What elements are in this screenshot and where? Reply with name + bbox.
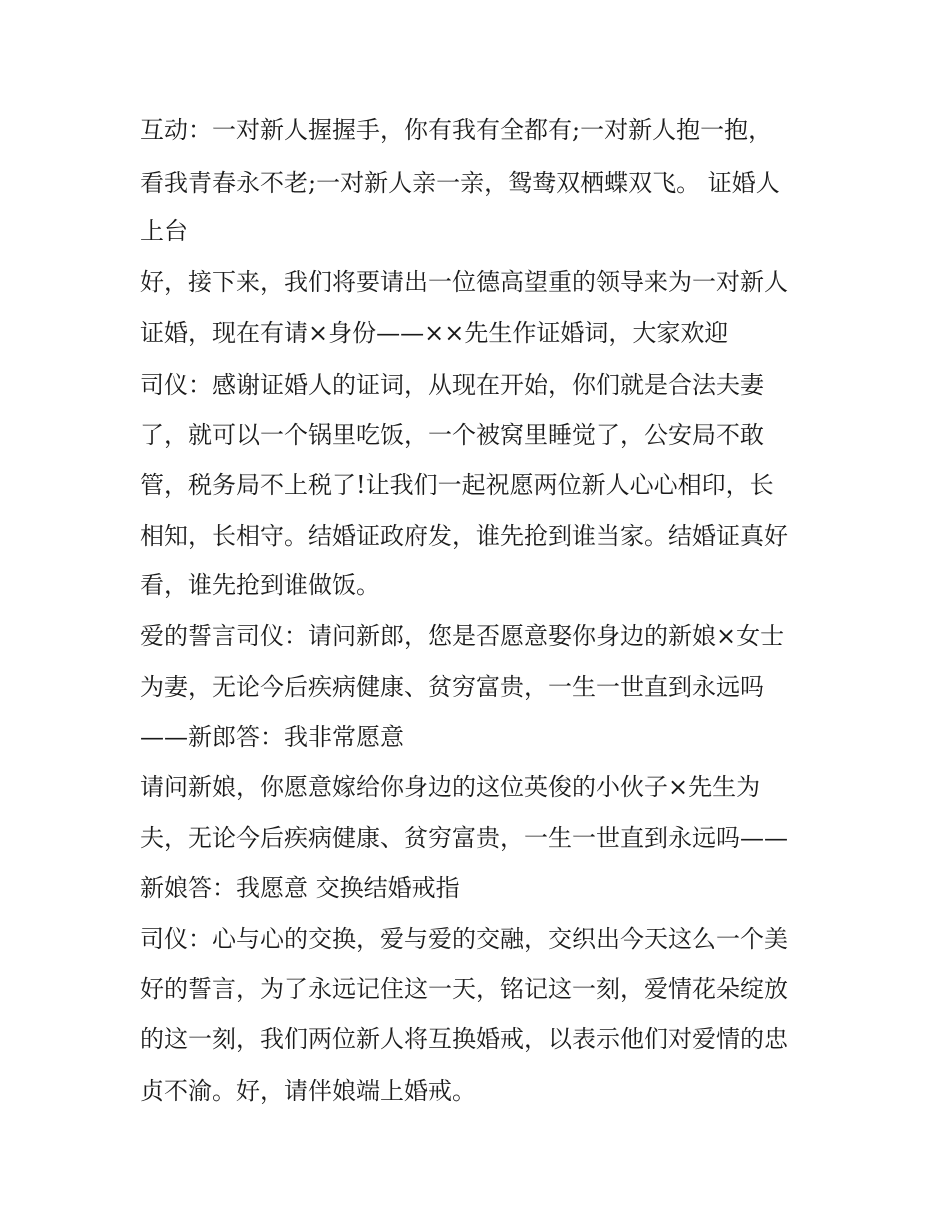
text-line: 看我青春永不老;一对新人亲一亲，鸳鸯双栖蝶双飞。 证婚人 [140,169,780,197]
text-line: 贞不渝。好，请伴娘端上婚戒。 [140,1077,476,1105]
text-line: 证婚，现在有请×身份——××先生作证婚词，大家欢迎 [140,319,729,347]
text-line: 为妻，无论今后疾病健康、贫穷富贵，一生一世直到永远吗 [140,673,764,701]
text-line: 爱的誓言司仪：请问新郎，您是否愿意娶你身边的新娘×女士 [140,622,785,650]
text-line: 夫，无论今后疾病健康、贫穷富贵，一生一世直到永远吗—— [140,824,788,852]
text-line: 上台 [140,217,188,245]
text-line: 管，税务局不上税了!让我们一起祝愿两位新人心心相印，长 [140,471,774,499]
text-line: 相知，长相守。结婚证政府发，谁先抢到谁当家。结婚证真好 [140,522,788,550]
text-line: 了，就可以一个锅里吃饭，一个被窝里睡觉了，公安局不敢 [140,421,764,449]
text-line: 看，谁先抢到谁做饭。 [140,571,380,599]
text-line: 的这一刻，我们两位新人将互换婚戒，以表示他们对爱情的忠 [140,1025,788,1053]
text-line: 好的誓言，为了永远记住这一天，铭记这一刻，爱情花朵绽放 [140,975,788,1003]
text-line: 新娘答：我愿意 交换结婚戒指 [140,874,460,902]
text-line: 请问新娘，你愿意嫁给你身边的这位英俊的小伙子×先生为 [140,773,761,801]
text-line: ——新郎答：我非常愿意 [140,723,404,751]
text-line: 司仪：感谢证婚人的证词，从现在开始，你们就是合法夫妻 [140,371,764,399]
text-line: 司仪：心与心的交换，爱与爱的交融，交织出今天这么一个美 [140,925,788,953]
text-line: 互动：一对新人握握手，你有我有全都有;一对新人抱一抱， [140,116,773,144]
text-line: 好，接下来，我们将要请出一位德高望重的领导来为一对新人 [140,268,788,296]
